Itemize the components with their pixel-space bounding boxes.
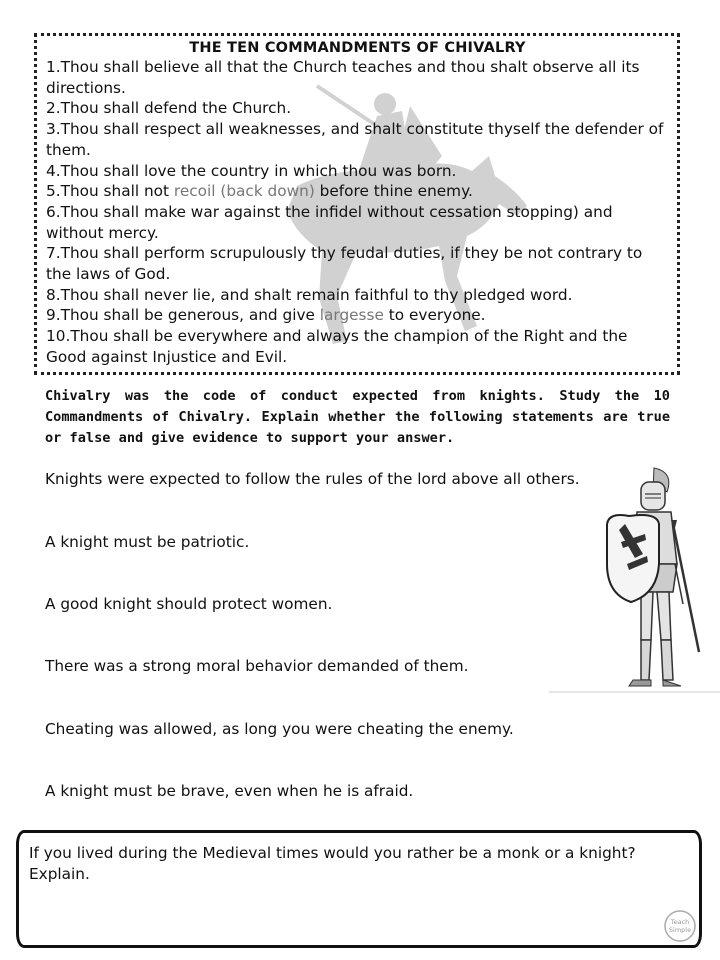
statement-3: A good knight should protect women. [45,595,333,613]
commandment-item [46,285,669,306]
question-text: If you lived during the Medieval times would you rather be a monk or a knight? Explain. [29,844,636,883]
commandment-gloss: recoil (back down) [173,182,315,201]
commandment-item [46,57,669,98]
statement-1: Knights were expected to follow the rules of the lord above all others. [45,470,580,488]
commandments-list [46,57,669,368]
commandment-text: 6.Thou shall make war against the infidel without cessation stopping) and without mercy. [46,202,613,242]
commandment-item [46,305,669,326]
commandment-text: 9.Thou shall be generous, and give [46,306,320,325]
commandment-item [46,202,669,243]
svg-text:Simple: Simple [668,926,692,934]
commandment-item [46,98,669,119]
commandments-title: THE TEN COMMANDMENTS OF CHIVALRY [189,40,526,56]
statement-2: A knight must be patriotic. [45,533,250,551]
commandment-text: 5.Thou shall not [46,182,174,201]
commandment-item [46,181,669,202]
commandment-text: to everyone. [383,306,486,325]
statement-4: There was a strong moral behavior demanded of them. [45,657,469,675]
commandment-item [46,161,669,182]
commandment-text: before thine enemy. [314,182,473,201]
statement-5: Cheating was allowed, as long you were cheating the enemy. [45,720,514,738]
commandment-text: 2.Thou shall defend the Church. [46,99,292,118]
commandment-gloss: largesse [319,306,384,325]
commandment-item [46,326,669,367]
commandments-box [34,33,680,375]
statement-6: A knight must be brave, even when he is afraid. [45,782,414,800]
commandment-item [46,119,669,160]
knight-illustration [549,464,720,696]
teach-simple-logo [663,909,697,943]
question-box [16,830,702,948]
commandment-text: 4.Thou shall love the country in which thou was born. [46,161,457,180]
commandment-text: 8.Thou shall never lie, and shalt remain faithful to thy pledged word. [46,285,573,304]
commandment-text: 3.Thou shall respect all weaknesses, and shalt constitute thyself the defender of them. [46,120,664,159]
commandment-text: 7.Thou shall perform scrupulously thy feudal duties, if they be not contrary to the laws of God. [46,244,643,284]
commandment-item [46,243,669,284]
commandment-text: 1.Thou shall believe all that the Church teaches and thou shalt observe all its directions. [46,58,640,97]
instructions-text: Chivalry was the code of conduct expected from knights. Study the 10 Commandments of Chivalry. Explain whether the following statements are true or false and give evidence to support your answer. [45,388,670,446]
svg-text:Teach: Teach [670,918,690,926]
commandment-text: 10.Thou shall be everywhere and always the champion of the Right and the Good against Injustice and Evil. [46,327,628,366]
